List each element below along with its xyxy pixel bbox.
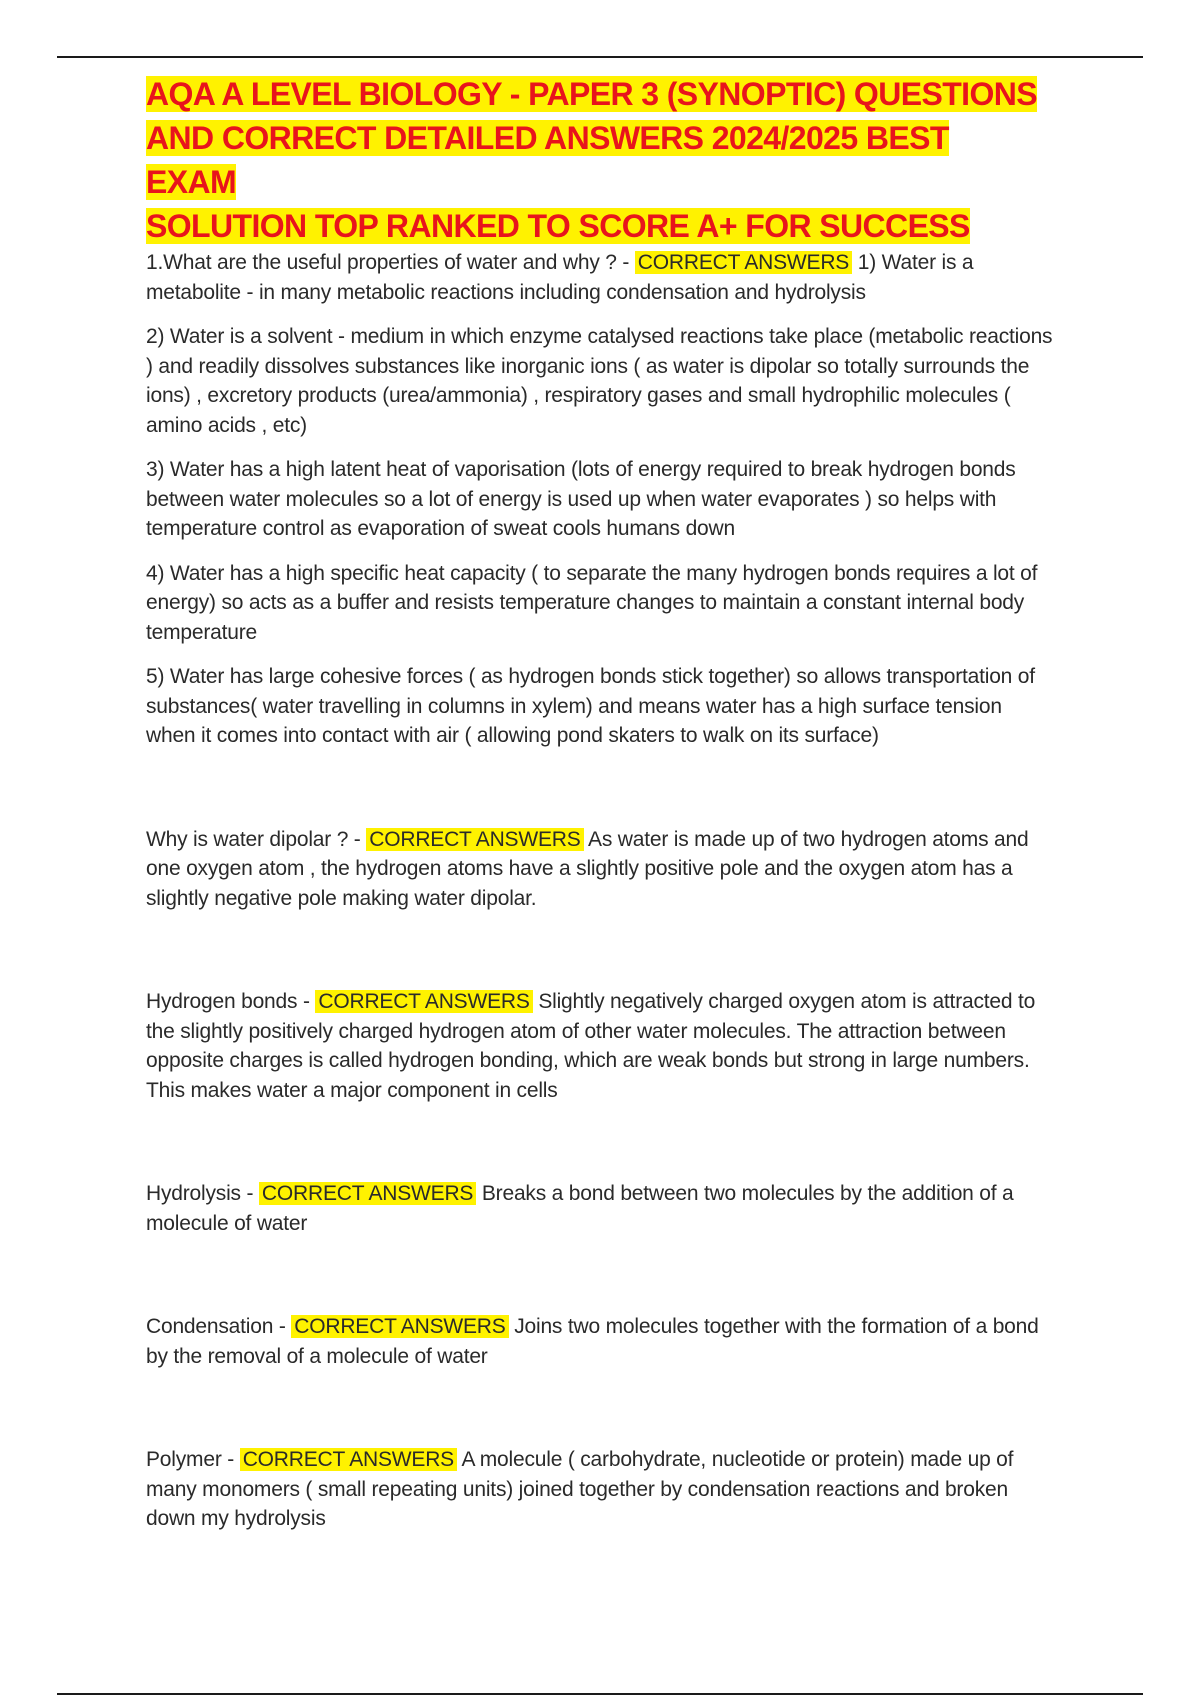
question-text: Polymer - — [146, 1448, 240, 1471]
title-line-3: SOLUTION TOP RANKED TO SCORE A+ FOR SUCCESS — [146, 208, 970, 244]
correct-answers-tag: CORRECT ANSWERS — [635, 251, 852, 274]
question-text: 1.What are the useful properties of water and why ? - — [146, 251, 635, 274]
answer-paragraph: 4) Water has a high specific heat capacity ( to separate the many hydrogen bonds requires a lot of energy) so acts as a buffer and resists temperature changes to maintain a constant internal body temperature — [146, 561, 1038, 644]
qa-item-hydrolysis — [146, 1179, 1056, 1238]
answer-paragraph: 5) Water has large cohesive forces ( as hydrogen bonds stick together) so allows transportation of substances( water travelling in columns in xylem) and means water has a high surface tension when it comes into contact with air ( allowing pond skaters to walk on its surface) — [146, 665, 1035, 747]
correct-answers-tag: CORRECT ANSWERS — [240, 1448, 457, 1471]
qa-item-condensation — [146, 1312, 1056, 1371]
qa-item-water-properties — [146, 248, 1056, 307]
question-text: Hydrogen bonds - — [146, 990, 316, 1013]
correct-answers-tag: CORRECT ANSWERS — [366, 828, 583, 851]
correct-answers-tag: CORRECT ANSWERS — [259, 1182, 476, 1205]
answer-text: Joins two molecules together with the formation of a bond by the removal of a molecule of water — [146, 1315, 1039, 1368]
answer-text: A molecule ( carbohydrate, nucleotide or protein) made up of many monomers ( small repeating units) joined together by condensation reactions and broken down my hydrolysis — [146, 1448, 1014, 1530]
answer-text: As water is made up of two hydrogen atoms and one oxygen atom , the hydrogen atoms have a slightly positive pole and the oxygen atom has a slightly negative pole making water dipolar. — [146, 827, 1029, 910]
qa-item-hydrogen-bonds — [146, 987, 1056, 1105]
answer-text: Breaks a bond between two molecules by the addition of a molecule of water — [146, 1182, 1014, 1235]
title-line-2: AND CORRECT DETAILED ANSWERS 2024/2025 BEST EXAM — [146, 120, 949, 200]
answer-text: Slightly negatively charged oxygen atom is attracted to the slightly positively charged hydrogen atom of other water molecules. The attraction between opposite charges is called hydrogen bonding, which are weak bonds but strong in large numbers. This makes water a major component in cells — [146, 990, 1036, 1102]
answer-text: 1) Water is a metabolite - in many metabolic reactions including condensation and hydrolysis — [146, 251, 974, 304]
bottom-rule — [57, 1693, 1143, 1695]
qa-content — [146, 248, 1056, 1534]
qa-item-water-dipolar — [146, 825, 1056, 914]
qa-item-polymer — [146, 1445, 1056, 1534]
question-text: Why is water dipolar ? - — [146, 827, 367, 851]
title-line-1: AQA A LEVEL BIOLOGY - PAPER 3 (SYNOPTIC) QUESTIONS — [146, 76, 1038, 112]
answer-paragraph: 3) Water has a high latent heat of vaporisation (lots of energy required to break hydrogen bonds between water molecules so a lot of energy is used up when water evaporates ) so helps with temperature control as evaporation of sweat cools humans down — [146, 458, 1016, 540]
document-title — [146, 72, 1046, 248]
correct-answers-tag: CORRECT ANSWERS — [291, 1315, 508, 1338]
top-rule — [57, 56, 1143, 58]
question-text: Hydrolysis - — [146, 1182, 259, 1205]
question-text: Condensation - — [146, 1315, 292, 1338]
correct-answers-tag: CORRECT ANSWERS — [315, 990, 532, 1013]
answer-paragraph: 2) Water is a solvent - medium in which enzyme catalysed reactions take place (metabolic reactions ) and readily dissolves substances like inorganic ions ( as water is dipolar so totally surrounds the ions) , excretory products (urea/ammonia) , respiratory gases and small hydrophilic molecules ( amino acids , etc) — [146, 325, 1053, 437]
